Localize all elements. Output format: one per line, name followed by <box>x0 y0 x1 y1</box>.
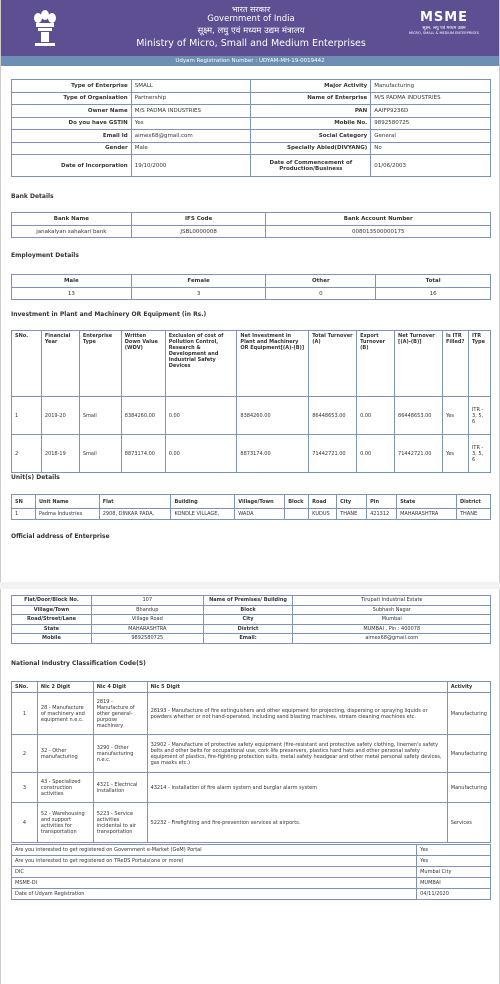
table-row: SNo. Nic 2 Digit Nic 4 Digit Nic 5 Digit Activity <box>12 682 491 693</box>
registration-number: UDYAM-MH-19-0019442 <box>258 58 325 64</box>
table-row: Do you have GSTIN Yes Mobile No. 9892580725 <box>12 117 491 130</box>
nic-heading: National Industry Classification Code(S) <box>11 660 146 667</box>
official-address-table <box>11 595 491 644</box>
msme-logo <box>401 10 487 35</box>
registration-questions-table <box>11 844 491 900</box>
bank-details-table <box>11 212 491 238</box>
table-row: Flat/Door/Block No. 107 Name of Premises/ Building Tirupati Industrial Estate <box>12 596 491 606</box>
registration-label: Udyam Registration Number <box>175 58 254 64</box>
msme-logo-text: MSME <box>419 10 469 25</box>
table-row: Owner Name M/S PADMA INDUSTRIES PAN AAIFP9236D <box>12 105 491 118</box>
table-row: Village/Town Bhandup Block Subhash Nagar <box>12 605 491 615</box>
employment-details-table <box>11 274 491 300</box>
employment-details-heading: Employment Details <box>11 252 79 259</box>
table-row: Bank Name IFS Code Bank Account Number <box>12 213 491 226</box>
table-row: 1 28 - Manufacture of machinery and equipment n.e.c. 2819 - Manufacture of other general-purpose machinery 28193 - Manufacture of fire extinguishers and other equipment for projecting, dispersing or spraying liquids or powders whether or not hand-operated, including sand blasting machines, stream cleaning machines etc. Manufacturing <box>12 693 491 735</box>
table-row: Mobile 9892580725 Email: aimex68@gmail.com <box>12 634 491 644</box>
hindi-government-title: भारत सरकार <box>231 5 271 14</box>
msme-logo-hindi: सूक्ष्म, लघु एवं मध्यम उद्यम <box>422 26 466 31</box>
table-row: SN Unit Name Flat Building Village/Town Block Road City Pin State District <box>12 495 491 509</box>
table-row: Type of Organisation Partnership Name of Enterprise M/S PADMA INDUSTRIES <box>12 92 491 105</box>
enterprise-details-table <box>11 79 491 177</box>
table-row: 1 Padma Industries 2908, DINKAR PADA, KONDLE VILLAGE, WADA KUDUS THANE 421312 MAHARASHTRA THANE <box>12 509 491 520</box>
unit-details-table <box>11 494 491 520</box>
table-row: Gender Male Specially Abled(DIVYANG) No <box>12 142 491 155</box>
english-government-title: Government of India <box>207 14 295 24</box>
official-address-heading: Official address of Enterprise <box>11 533 110 540</box>
table-row: 3 43 - Specialized construction activities 4321 - Electrical installation 43214 - Installation of fire alarm system and burglar alarm system Manufacturing <box>12 773 491 803</box>
table-row: Date of Udyam Registration 04/11/2020 <box>12 889 491 900</box>
page-break <box>0 582 500 589</box>
nic-codes-table <box>11 681 491 843</box>
investment-heading: Investment in Plant and Machinery OR Equipment (in Rs.) <box>11 311 207 318</box>
certificate-header <box>1 0 499 56</box>
table-row: State MAHARASHTRA District MUMBAI , Pin : 400078 <box>12 624 491 634</box>
table-row: Are you interested to get registered on TReDS Portals(one or more) Yes <box>12 856 491 867</box>
table-row: Road/Street/Lane Village Road City Mumbai <box>12 615 491 625</box>
table-row: 2 32 - Other manufacturing 3290 - Other manufacturing n.e.c. 32902 - Manufacture of protective safety equipment (fire-resistant and protective safety clothing, linemen's safety belts and other belts for occupational use, cork life preservers, plastics hard hats and other personal safety equipment of plastics, fire-fighting protection suits, metal safety headgear and other metal personal safety devices, gas masks etc.) Manufacturing <box>12 735 491 773</box>
table-row: DIC Mumbai City <box>12 867 491 878</box>
table-row: Email Id aimex68@gmail.com Social Category General <box>12 130 491 143</box>
table-row: Type of Enterprise SMALL Major Activity Manufacturing <box>12 80 491 93</box>
table-row: Are you interested to get registered on Government e-Market (GeM) Portal Yes <box>12 845 491 856</box>
table-row: MSME-DI MUMBAI <box>12 878 491 889</box>
msme-logo-english: MICRO, SMALL & MEDIUM ENTERPRISES <box>409 31 479 35</box>
table-row: 4 52 - Warehousing and support activities for transportation 5223 - Service activities incidental to air transportation 52232 - Firefighting and fire-prevention services at airports. Services <box>12 803 491 843</box>
investment-table <box>11 330 491 473</box>
table-row: 2 2018-19 Small 8873174.00 0.00 8873174.00 71442721.00 0.00 71442721.00 Yes ITR - 3, 5, 6 <box>12 435 491 473</box>
table-row: 13 3 0 16 <box>12 288 491 300</box>
certificate-page-2 <box>0 589 500 984</box>
table-row: Date of Incorporation 19/10/2000 Date of Commencement of Production/Business 01/06/2003 <box>12 155 491 177</box>
registration-number-bar: Udyam Registration Number : UDYAM-MH-19-0019442 <box>1 56 499 66</box>
table-row: Male Female Other Total <box>12 275 491 288</box>
table-row: 1 2019-20 Small 8384260.00 0.00 8384260.00 86448653.00 0.00 86448653.00 Yes ITR - 3, 5, 6 <box>12 397 491 435</box>
table-row: SNo. Financial Year Enterprise Type Written Down Value (WDV) Exclusion of cost of Pollution Control, Research & Development and Industrial Safety Devices Net Investment in Plant and Machinery OR Equipment[(A)-(B)] Total Turnover (A) Export Turnover (B) Net Turnover [(A)-(B)] Is ITR Filled? ITR Type <box>12 331 491 397</box>
hindi-ministry-title: सूक्ष्म, लघु एवं मध्यम उद्यम मंत्रालय <box>197 26 305 36</box>
unit-details-heading: Unit(s) Details <box>11 474 60 481</box>
english-ministry-title: Ministry of Micro, Small and Medium Enterprises <box>136 38 366 49</box>
bank-details-heading: Bank Details <box>11 193 54 200</box>
table-row: janakalyan sahakari bank JSBL0000008 008013500000175 <box>12 226 491 238</box>
